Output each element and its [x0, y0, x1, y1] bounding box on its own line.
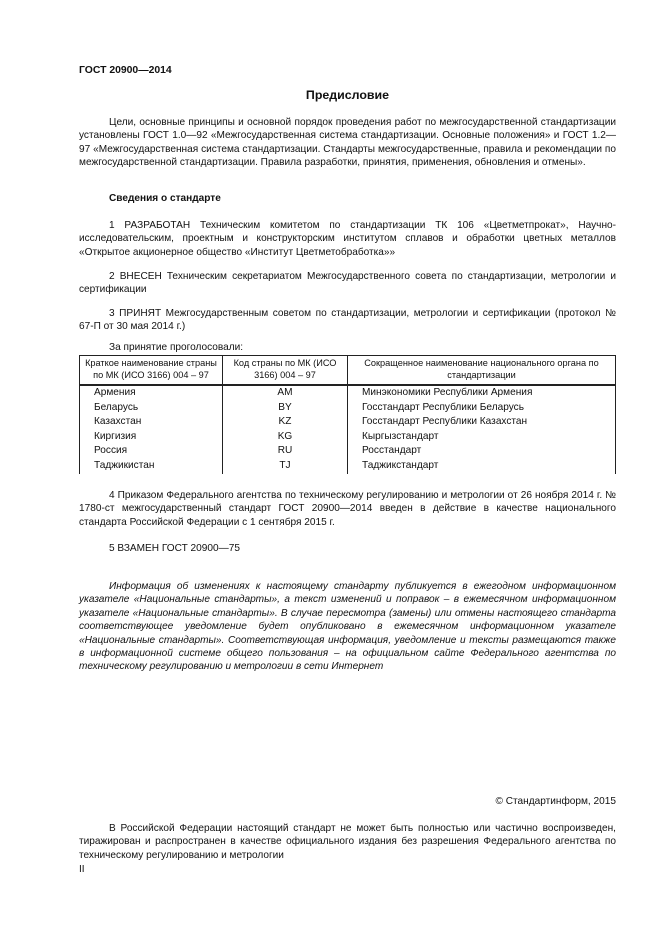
table-cell-authority: Росстандарт: [348, 444, 616, 459]
table-cell-authority: Кыргызстандарт: [348, 430, 616, 445]
item-3-adopted: 3 ПРИНЯТ Межгосударственным советом по стандартизации, метрологии и сертификации (протокол № 67-П от 30 мая 2014 г.): [79, 308, 616, 333]
table-header-country: Краткое наименование страны по МК (ИСО 3166) 004 – 97: [80, 356, 223, 386]
table-row: [80, 385, 616, 401]
table-row: [80, 459, 616, 474]
item-2-introduced: 2 ВНЕСЕН Техническим секретариатом Межгосударственного совета по стандартизации, метрологии и сертификации: [79, 271, 616, 296]
table-cell-authority: Госстандарт Республики Казахстан: [348, 415, 616, 430]
table-cell-authority: Госстандарт Республики Беларусь: [348, 401, 616, 416]
table-cell-code: BY: [223, 401, 348, 416]
table-row: [80, 415, 616, 430]
table-header-authority: Сокращенное наименование национального органа по стандартизации: [348, 356, 616, 386]
table-cell-country: Казахстан: [80, 415, 223, 430]
table-row: [80, 444, 616, 459]
page-title: Предисловие: [305, 88, 390, 102]
section-heading: Сведения о стандарте: [109, 193, 221, 204]
table-cell-code: AM: [223, 385, 348, 401]
table-row: [80, 401, 616, 416]
item-5-replaces: 5 ВЗАМЕН ГОСТ 20900—75: [109, 543, 240, 554]
table-cell-authority: Таджикстандарт: [348, 459, 616, 474]
intro-paragraph: Цели, основные принципы и основной порядок проведения работ по межгосударственной стандартизации установлены ГОСТ 1.0—92 «Межгосударственная система стандартизации. Основные положения» и ГОСТ 1.2—97 «Межгосударственная система стандартизации. Стандарты межгосударственные, правила и рекомендации по межгосударственной стандартизации. Правила разработки, принятия, применения, обновления и отмены».: [79, 117, 616, 169]
table-cell-authority: Минэкономики Республики Армения: [348, 385, 616, 401]
legal-notice: В Российской Федерации настоящий стандарт не может быть полностью или частично воспроизведен, тиражирован и распространен в качестве официального издания без разрешения Федерального агентства по техническому регулированию и метрологии: [79, 823, 616, 861]
item-4-order: 4 Приказом Федерального агентства по техническому регулированию и метрологии от 26 ноября 2014 г. № 1780-ст межгосударственный стандарт ГОСТ 20900—2014 введен в действие в качестве национального стандарта Российской Федерации с 1 сентября 2015 г.: [79, 490, 616, 528]
page-number: II: [79, 864, 85, 875]
item-1-developed: 1 РАЗРАБОТАН Техническим комитетом по стандартизации ТК 106 «Цветметпрокат», Научно-исследовательским, проектным и конструкторским институтом сплавов и обработки цветных металлов «Открытое акционерное общество «Институт Цветметобработка»»: [79, 220, 616, 258]
copyright-notice: © Стандартинформ, 2015: [495, 796, 616, 807]
table-cell-code: KZ: [223, 415, 348, 430]
table-cell-country: Армения: [80, 385, 223, 401]
table-cell-country: Таджикистан: [80, 459, 223, 474]
table-cell-country: Киргизия: [80, 430, 223, 445]
table-cell-country: Беларусь: [80, 401, 223, 416]
table-cell-code: TJ: [223, 459, 348, 474]
document-id-header: ГОСТ 20900—2014: [79, 65, 172, 76]
table-cell-country: Россия: [80, 444, 223, 459]
table-header-code: Код страны по МК (ИСО 3166) 004 – 97: [223, 356, 348, 386]
table-row: [80, 430, 616, 445]
info-notice: Информация об изменениях к настоящему стандарту публикуется в ежегодном информационном указателе «Национальные стандарты», а текст изменений и поправок – в ежемесячном информационном указателе «Национальные стандарты». В случае пересмотра (замены) или отмены настоящего стандарта соответствующее уведомление будет опубликовано в ежемесячном информационном указателе «Национальные стандарты». Соответствующая информация, уведомление и тексты размещаются также в информационной системе общего пользования – на официальном сайте Федерального агентства по техническому регулированию и метрологии в сети Интернет: [79, 581, 616, 673]
table-cell-code: KG: [223, 430, 348, 445]
voting-countries-table: [79, 355, 616, 474]
voted-label: За принятие проголосовали:: [109, 342, 244, 353]
table-cell-code: RU: [223, 444, 348, 459]
